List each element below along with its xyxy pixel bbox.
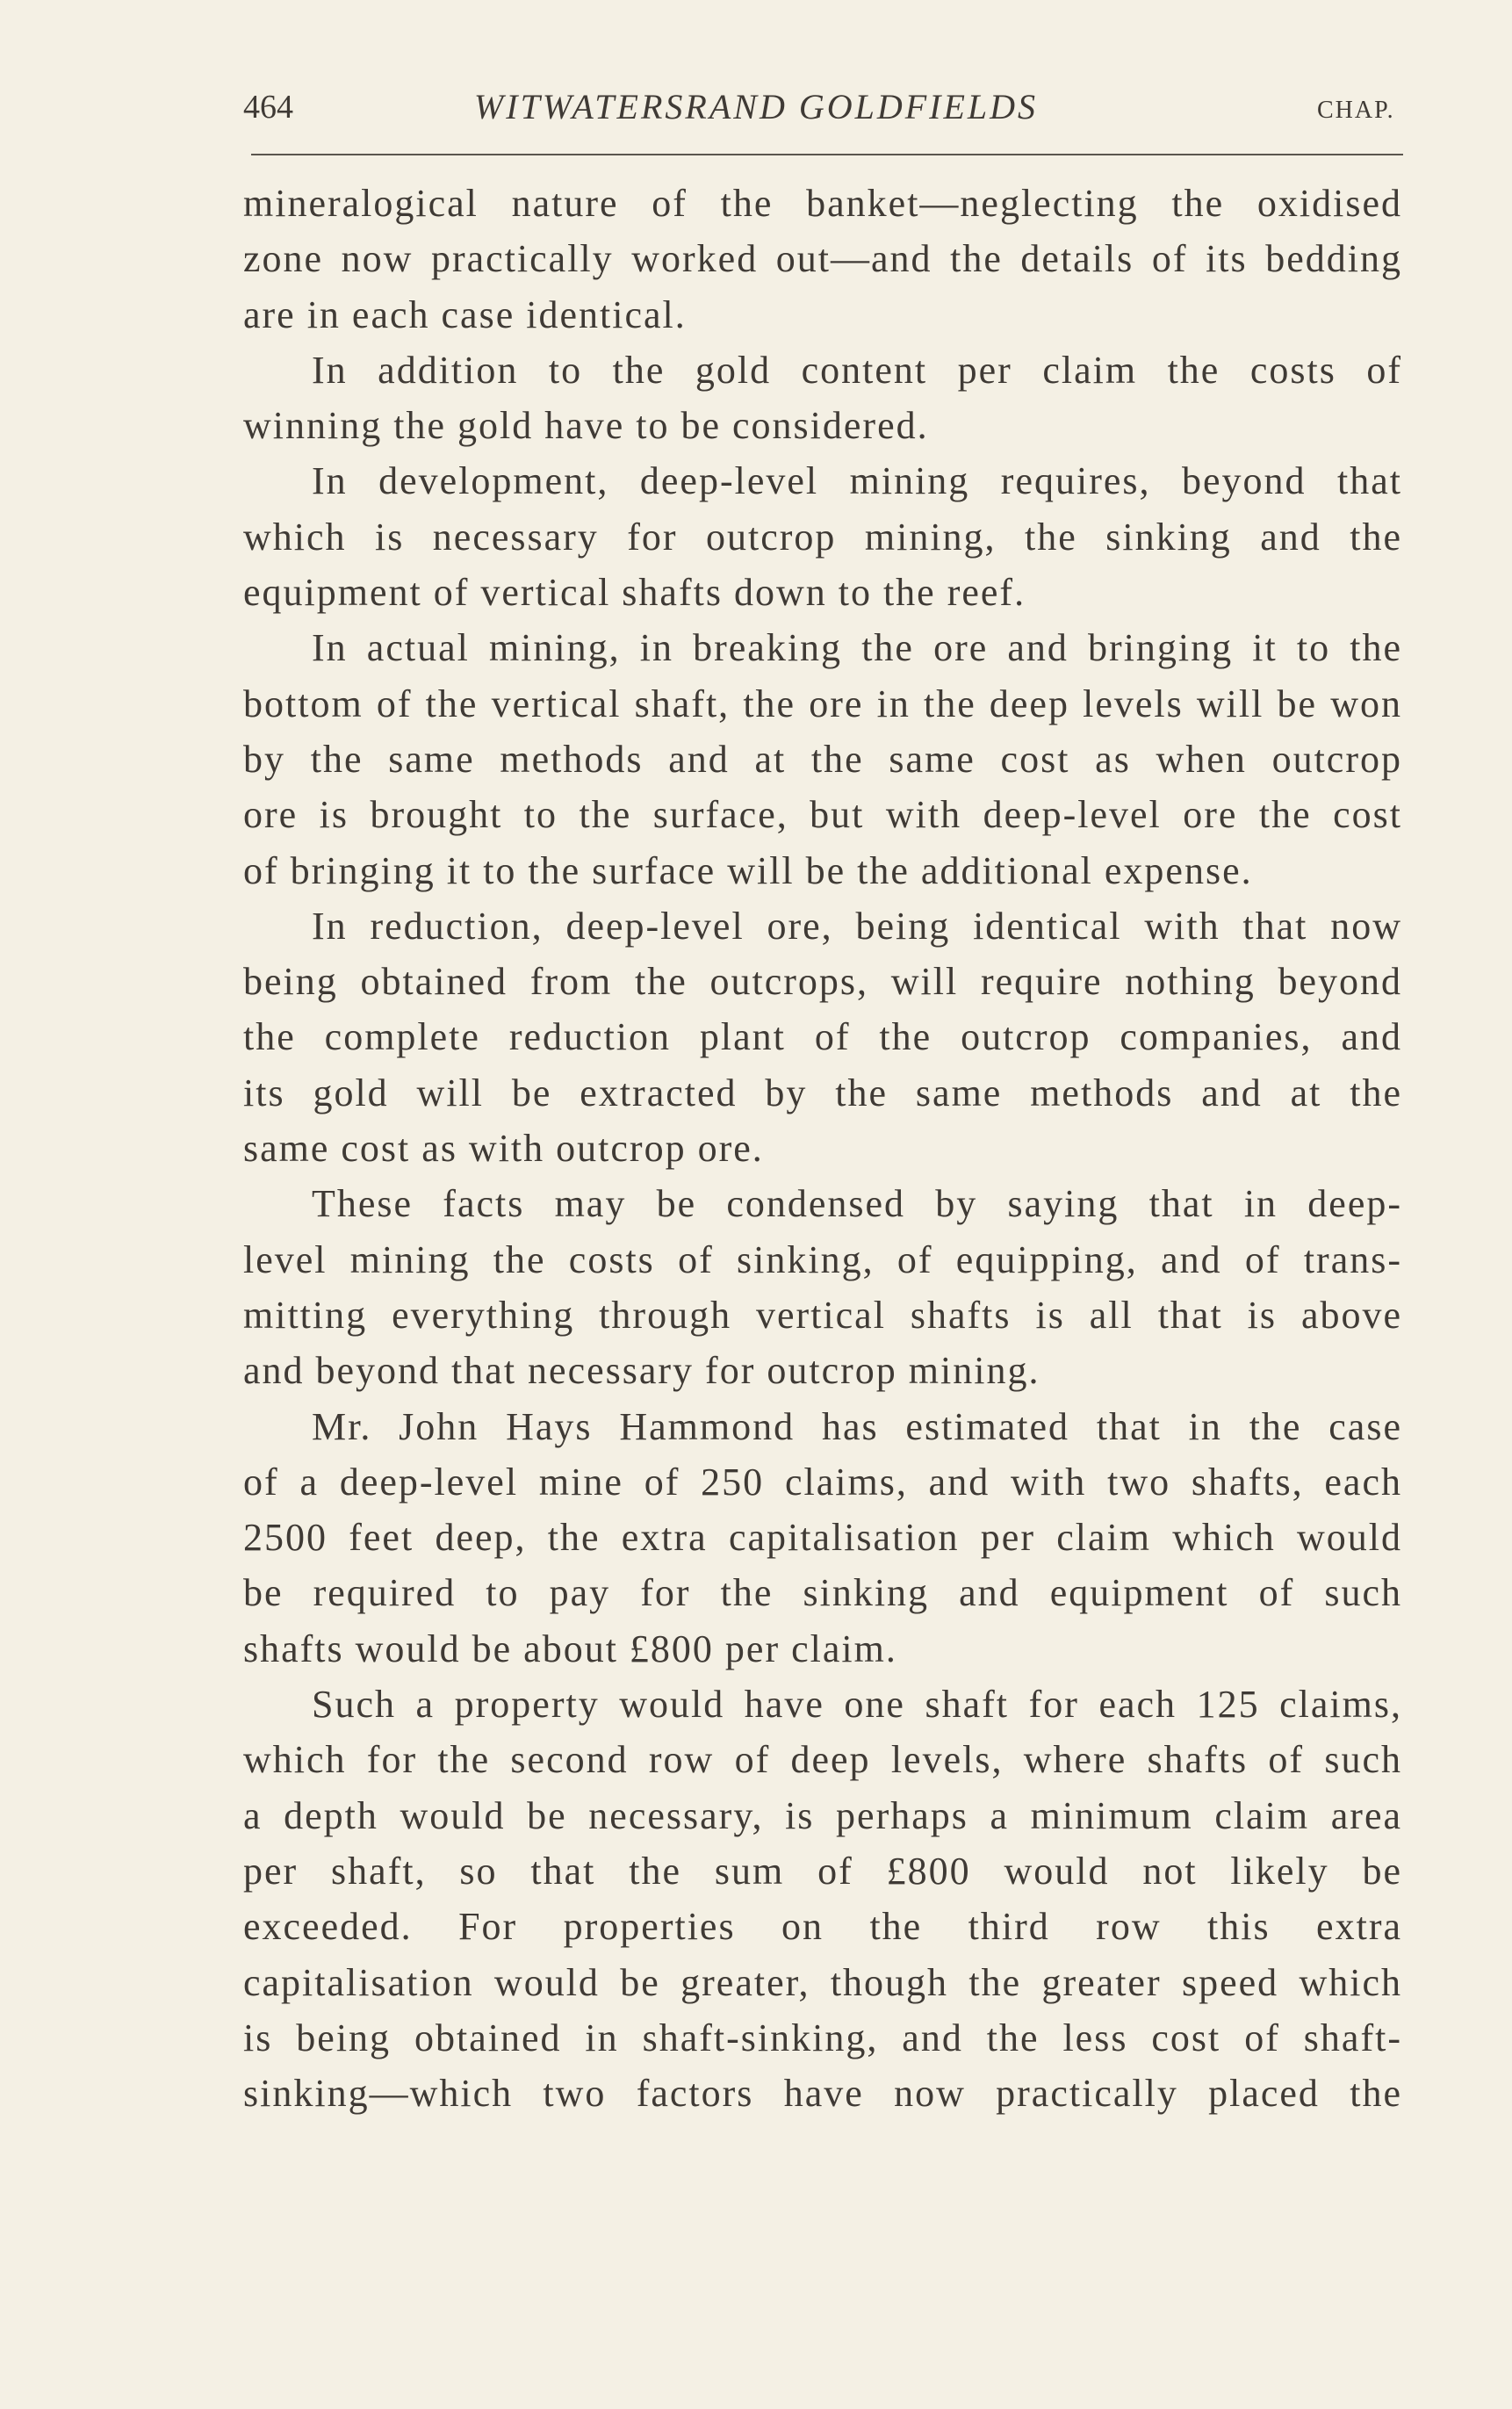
header-rule bbox=[251, 154, 1403, 155]
text-line: exceeded. For properties on the third row this extra bbox=[243, 1905, 1402, 1949]
text-line: equipment of vertical shafts down to the reef. bbox=[243, 571, 1026, 615]
text-line: bottom of the vertical shaft, the ore in the deep levels will be won bbox=[243, 682, 1402, 725]
text-line: level mining the costs of sinking, of equipping, and of trans- bbox=[243, 1237, 1402, 1281]
text-line: per shaft, so that the sum of £800 would not likely be bbox=[243, 1849, 1402, 1893]
text-line: a depth would be necessary, is perhaps a minimum claim area bbox=[243, 1793, 1402, 1837]
paragraph bbox=[243, 1399, 1402, 1677]
text-line: In addition to the gold content per claim the costs of bbox=[312, 348, 1402, 392]
page-number: 464 bbox=[243, 89, 293, 126]
body-text bbox=[243, 176, 1402, 2121]
paragraph bbox=[243, 620, 1402, 898]
text-line: In development, deep-level mining requires, beyond that bbox=[312, 459, 1402, 503]
text-line: In reduction, deep-level ore, being identical with that now bbox=[312, 904, 1402, 948]
paragraph bbox=[243, 176, 1402, 343]
text-line: capitalisation would be greater, though the greater speed which bbox=[243, 1960, 1402, 2004]
text-line: by the same methods and at the same cost as when outcrop bbox=[243, 737, 1402, 781]
text-line: is being obtained in shaft-sinking, and the less cost of shaft- bbox=[243, 2016, 1402, 2059]
text-line: In actual mining, in breaking the ore and bringing it to the bbox=[312, 626, 1402, 670]
text-line: 2500 feet deep, the extra capitalisation per claim which would bbox=[243, 1516, 1402, 1560]
text-line: ore is brought to the surface, but with deep-level ore the cost bbox=[243, 793, 1402, 837]
text-line: Mr. John Hays Hammond has estimated that in the case bbox=[312, 1404, 1402, 1448]
text-line: which is necessary for outcrop mining, the sinking and the bbox=[243, 515, 1402, 559]
text-line: being obtained from the outcrops, will require nothing beyond bbox=[243, 960, 1402, 1004]
text-line: the complete reduction plant of the outcrop companies, and bbox=[243, 1015, 1402, 1059]
text-line: be required to pay for the sinking and equipment of such bbox=[243, 1571, 1402, 1615]
text-line: winning the gold have to be considered. bbox=[243, 404, 929, 448]
paragraph bbox=[243, 343, 1402, 454]
chapter-label: CHAP. bbox=[1317, 97, 1395, 124]
text-line: which for the second row of deep levels, where shafts of such bbox=[243, 1738, 1402, 1782]
text-line: sinking—which two factors have now practically placed the bbox=[243, 2072, 1402, 2116]
text-line: are in each case identical. bbox=[243, 292, 687, 336]
text-line: shafts would be about £800 per claim. bbox=[243, 1626, 897, 1670]
paragraph bbox=[243, 1176, 1402, 1398]
text-line: and beyond that necessary for outcrop mining. bbox=[243, 1349, 1040, 1393]
text-line: of a deep-level mine of 250 claims, and with two shafts, each bbox=[243, 1460, 1402, 1504]
running-title: WITWATERSRAND GOLDFIELDS bbox=[473, 87, 1039, 126]
text-line: mineralogical nature of the banket—neglecting the oxidised bbox=[243, 182, 1402, 225]
text-line: mitting everything through vertical shafts is all that is above bbox=[243, 1293, 1402, 1337]
text-line: These facts may be condensed by saying that in deep- bbox=[312, 1182, 1402, 1226]
text-line: of bringing it to the surface will be the additional expense. bbox=[243, 848, 1253, 892]
paragraph bbox=[243, 453, 1402, 620]
text-line: zone now practically worked out—and the details of its bedding bbox=[243, 237, 1402, 281]
text-line: same cost as with outcrop ore. bbox=[243, 1127, 764, 1171]
text-line: its gold will be extracted by the same methods and at the bbox=[243, 1071, 1402, 1114]
text-line: Such a property would have one shaft for each 125 claims, bbox=[312, 1683, 1402, 1727]
paragraph bbox=[243, 1677, 1402, 2121]
paragraph bbox=[243, 898, 1402, 1176]
